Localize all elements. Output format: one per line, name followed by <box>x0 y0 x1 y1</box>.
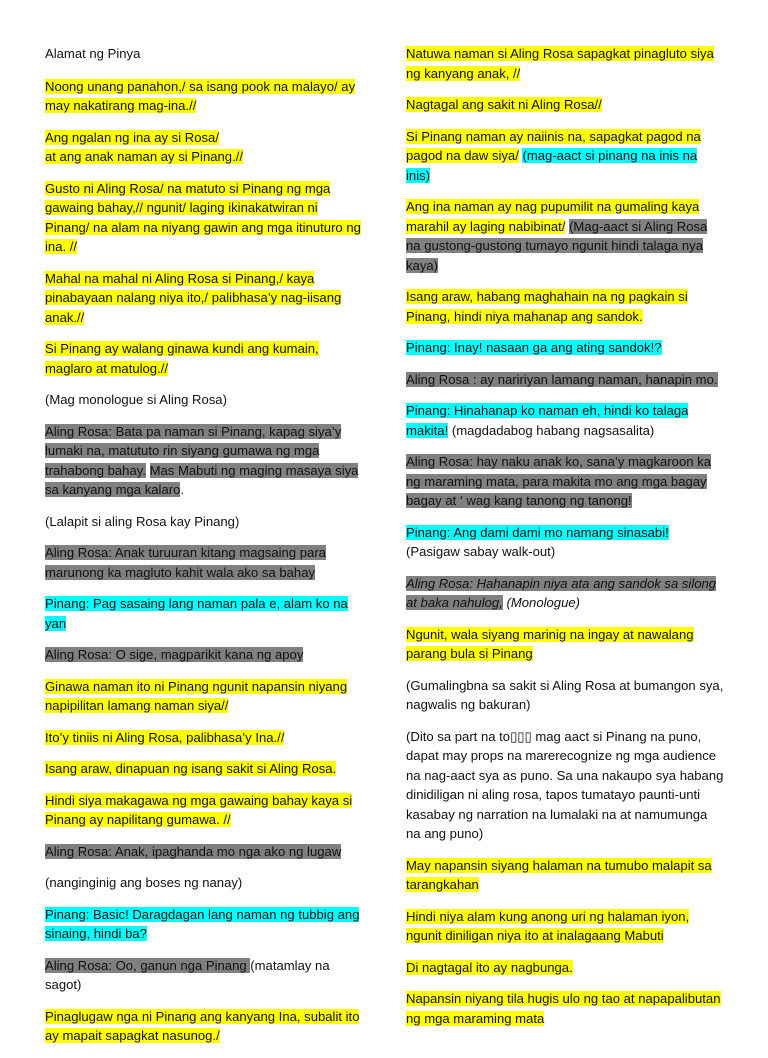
script-paragraph <box>406 676 724 715</box>
highlighted-text-cyan: Pinang: Pag sasaing lang naman pala e, alam ko na yan <box>45 596 348 631</box>
highlighted-text-cyan: (mag-aact si pinang na inis na inis) <box>406 148 698 183</box>
script-paragraph <box>406 989 724 1028</box>
highlighted-text-gray: Aling Rosa: Oo, ganun nga Pinang <box>45 957 251 973</box>
script-paragraph <box>406 727 724 844</box>
highlighted-text-cyan: Pinang: Inay! nasaan ga ang ating sandok!? <box>406 340 662 355</box>
script-paragraph <box>406 856 724 895</box>
script-paragraph <box>406 401 724 440</box>
script-paragraph <box>406 287 724 326</box>
script-paragraph <box>45 179 363 257</box>
highlighted-text-yellow: Si Pinang ay walang ginawa kundi ang kumain, maglaro at matulog.// <box>45 341 319 376</box>
highlighted-text-yellow: Ang ina naman ay nag pupumilit na gumaling kaya marahil ay laging nabibinat/ <box>406 199 700 234</box>
script-paragraph <box>45 728 363 748</box>
highlighted-text-gray: Aling Rosa: Anak turuuran kitang magsaing para marunong ka magluto kahit wala ako sa bahay <box>45 545 326 580</box>
plain-text-segment: (Gumalingbna sa sakit si Aling Rosa at bumangon sya, nagwalis ng bakuran) <box>406 677 724 712</box>
highlighted-text-yellow: Isang araw, dinapuan ng isang sakit si Aling Rosa. <box>45 761 337 776</box>
script-paragraph <box>406 574 724 613</box>
highlighted-text-gray: Aling Rosa: hay naku anak ko, sana’y magkaroon ka ng maraming mata, para makita mo ang mga bagay bagay at ‘ wag kang tanong ng tanong! <box>406 454 711 508</box>
highlighted-text-cyan: Pinang: Hinahanap ko naman eh, hindi ko talaga makita! <box>406 403 689 438</box>
document-title <box>45 44 363 64</box>
script-paragraph <box>406 197 724 275</box>
highlighted-text-gray: Aling Rosa: Anak, ipaghanda mo nga ako ng lugaw <box>45 843 342 859</box>
highlighted-text-gray: Mas Mabuti ng maging masaya siya sa kanyang mga kalaro <box>45 462 359 497</box>
plain-text-segment: (magdadabog habang nagsasalita) <box>448 422 655 438</box>
script-paragraph <box>45 791 363 830</box>
plain-text-segment: Alamat ng Pinya <box>45 46 141 61</box>
script-paragraph <box>406 452 724 511</box>
script-paragraph <box>406 127 724 186</box>
highlighted-text-yellow: Hindi niya alam kung anong uri ng halaman iyon, ngunit diniligan niya ito at inalagaang Mabuti <box>406 908 690 943</box>
script-paragraph <box>45 543 363 582</box>
highlighted-text-gray: Aling Rosa: O sige, magparikit kana ng apoy <box>45 647 304 662</box>
plain-text-segment: (Monologue) <box>502 595 580 610</box>
script-paragraph <box>45 759 363 779</box>
highlighted-text-yellow: at ang anak naman ay si Pinang.// <box>45 149 243 164</box>
script-paragraph <box>406 523 724 562</box>
highlighted-text-yellow: Napansin niyang tila hugis ulo ng tao at napapalibutan ng mga maraming mata <box>406 991 721 1026</box>
highlighted-text-gray: (Mag-aact si Aling Rosa na gustong-gustong tumayo ngunit hindi talaga nya kaya) <box>406 218 708 273</box>
plain-text-segment: (matamlay na sagot) <box>45 957 330 992</box>
highlighted-text-yellow: Noong unang panahon,/ sa isang pook na malayo/ ay may nakatirang mag-ina.// <box>45 78 356 113</box>
highlighted-text-yellow: Isang araw, habang maghahain na ng pagkain si Pinang, hindi niya mahanap ang sandok. <box>406 289 688 324</box>
plain-text-segment: (Mag monologue si Aling Rosa) <box>45 392 227 407</box>
highlighted-text-gray: Aling Rosa: Hahanapin niya ata ang sandok sa silong at baka nahulog, <box>406 575 717 610</box>
plain-text-segment: . <box>180 482 185 497</box>
highlighted-text-yellow: Ginawa naman ito ni Pinang ngunit napansin niyang napipilitan lamang naman siya// <box>45 678 348 713</box>
highlighted-text-cyan: Pinang: Ang dami dami mo namang sinasabi! <box>406 524 669 540</box>
script-paragraph <box>45 1007 363 1046</box>
script-paragraph <box>45 512 363 532</box>
script-paragraph <box>45 677 363 716</box>
script-paragraph <box>45 905 363 944</box>
script-paragraph <box>45 269 363 328</box>
script-paragraph <box>406 95 724 115</box>
script-paragraph <box>406 625 724 664</box>
highlighted-text-yellow: Mahal na mahal ni Aling Rosa si Pinang,/ kaya pinabayaan nalang niya ito,/ palibhasa’y nag-iisang anak.// <box>45 270 342 325</box>
script-paragraph <box>406 44 724 83</box>
highlighted-text-yellow: Gusto ni Aling Rosa/ na matuto si Pinang ng mga gawaing bahay,// ngunit/ laging ikinakatwiran ni Pinang/ na alam na niyang gawin ang mga itinuturo ng ina. // <box>45 180 361 254</box>
script-paragraph <box>45 422 363 500</box>
script-paragraph <box>45 594 363 633</box>
highlighted-text-yellow: Pinaglugaw nga ni Pinang ang kanyang Ina, subalit ito ay mapait sapagkat nasunog./ <box>45 1008 360 1043</box>
script-paragraph <box>45 842 363 862</box>
highlighted-text-gray: Aling Rosa : ay naririyan lamang naman, hanapin mo. <box>406 371 718 387</box>
script-paragraph <box>406 958 724 978</box>
script-paragraph <box>45 339 363 378</box>
highlighted-text-yellow: Natuwa naman si Aling Rosa sapagkat pinagluto siya ng kanyang anak, // <box>406 46 714 81</box>
highlighted-text-yellow: Hindi siya makagawa ng mga gawaing bahay kaya si Pinang ay napilitang gumawa. // <box>45 792 353 827</box>
script-paragraph <box>45 390 363 410</box>
highlighted-text-yellow: Nagtagal ang sakit ni Aling Rosa// <box>406 97 602 112</box>
plain-text-segment: (Pasigaw sabay walk-out) <box>406 544 556 559</box>
highlighted-text-gray: Aling Rosa: Bata pa naman si Pinang, kapag siya’y lumaki na, matututo rin siyang gumawa ng mga trahabong bahay. <box>45 423 342 478</box>
script-paragraph <box>45 77 363 116</box>
script-paragraph <box>45 128 363 167</box>
script-paragraph <box>45 873 363 893</box>
left-column <box>45 44 363 1058</box>
plain-text-segment: (Lalapit si aling Rosa kay Pinang) <box>45 513 240 529</box>
highlighted-text-yellow: Si Pinang naman ay naiinis na, sapagkat pagod na pagod na daw siya/ <box>406 128 701 163</box>
highlighted-text-yellow: Di nagtagal ito ay nagbunga. <box>406 959 573 975</box>
script-paragraph <box>406 907 724 946</box>
highlighted-text-yellow: May napansin siyang halaman na tumubo malapit sa tarangkahan <box>406 857 712 892</box>
plain-text-segment: (nanginginig ang boses ng nanay) <box>45 875 243 890</box>
highlighted-text-yellow: Ito’y tiniis ni Aling Rosa, palibhasa’y Ina.// <box>45 729 285 745</box>
highlighted-text-yellow: Ngunit, wala siyang marinig na ingay at nawalang parang bula si Pinang <box>406 626 694 661</box>
script-paragraph <box>45 645 363 665</box>
right-column <box>406 44 724 1040</box>
plain-text-segment: (Dito sa part na to▯▯▯ mag aact si Pinang na puno, dapat may props na marerecognize ng mga audience na nag-aact sya as puno. Sa una nakaupo sya habang dinidiligan ni aling rosa, tapos tumatayo paunti-unti kasabay ng narration na lumalaki na at namumunga na ang puno) <box>406 728 724 841</box>
script-paragraph <box>406 370 724 390</box>
highlighted-text-cyan: Pinang: Basic! Daragdagan lang naman ng tubbig ang sinaing, hindi ba? <box>45 906 360 941</box>
highlighted-text-yellow: Ang ngalan ng ina ay si Rosa/ <box>45 129 219 145</box>
script-paragraph <box>406 338 724 358</box>
script-paragraph <box>45 956 363 995</box>
